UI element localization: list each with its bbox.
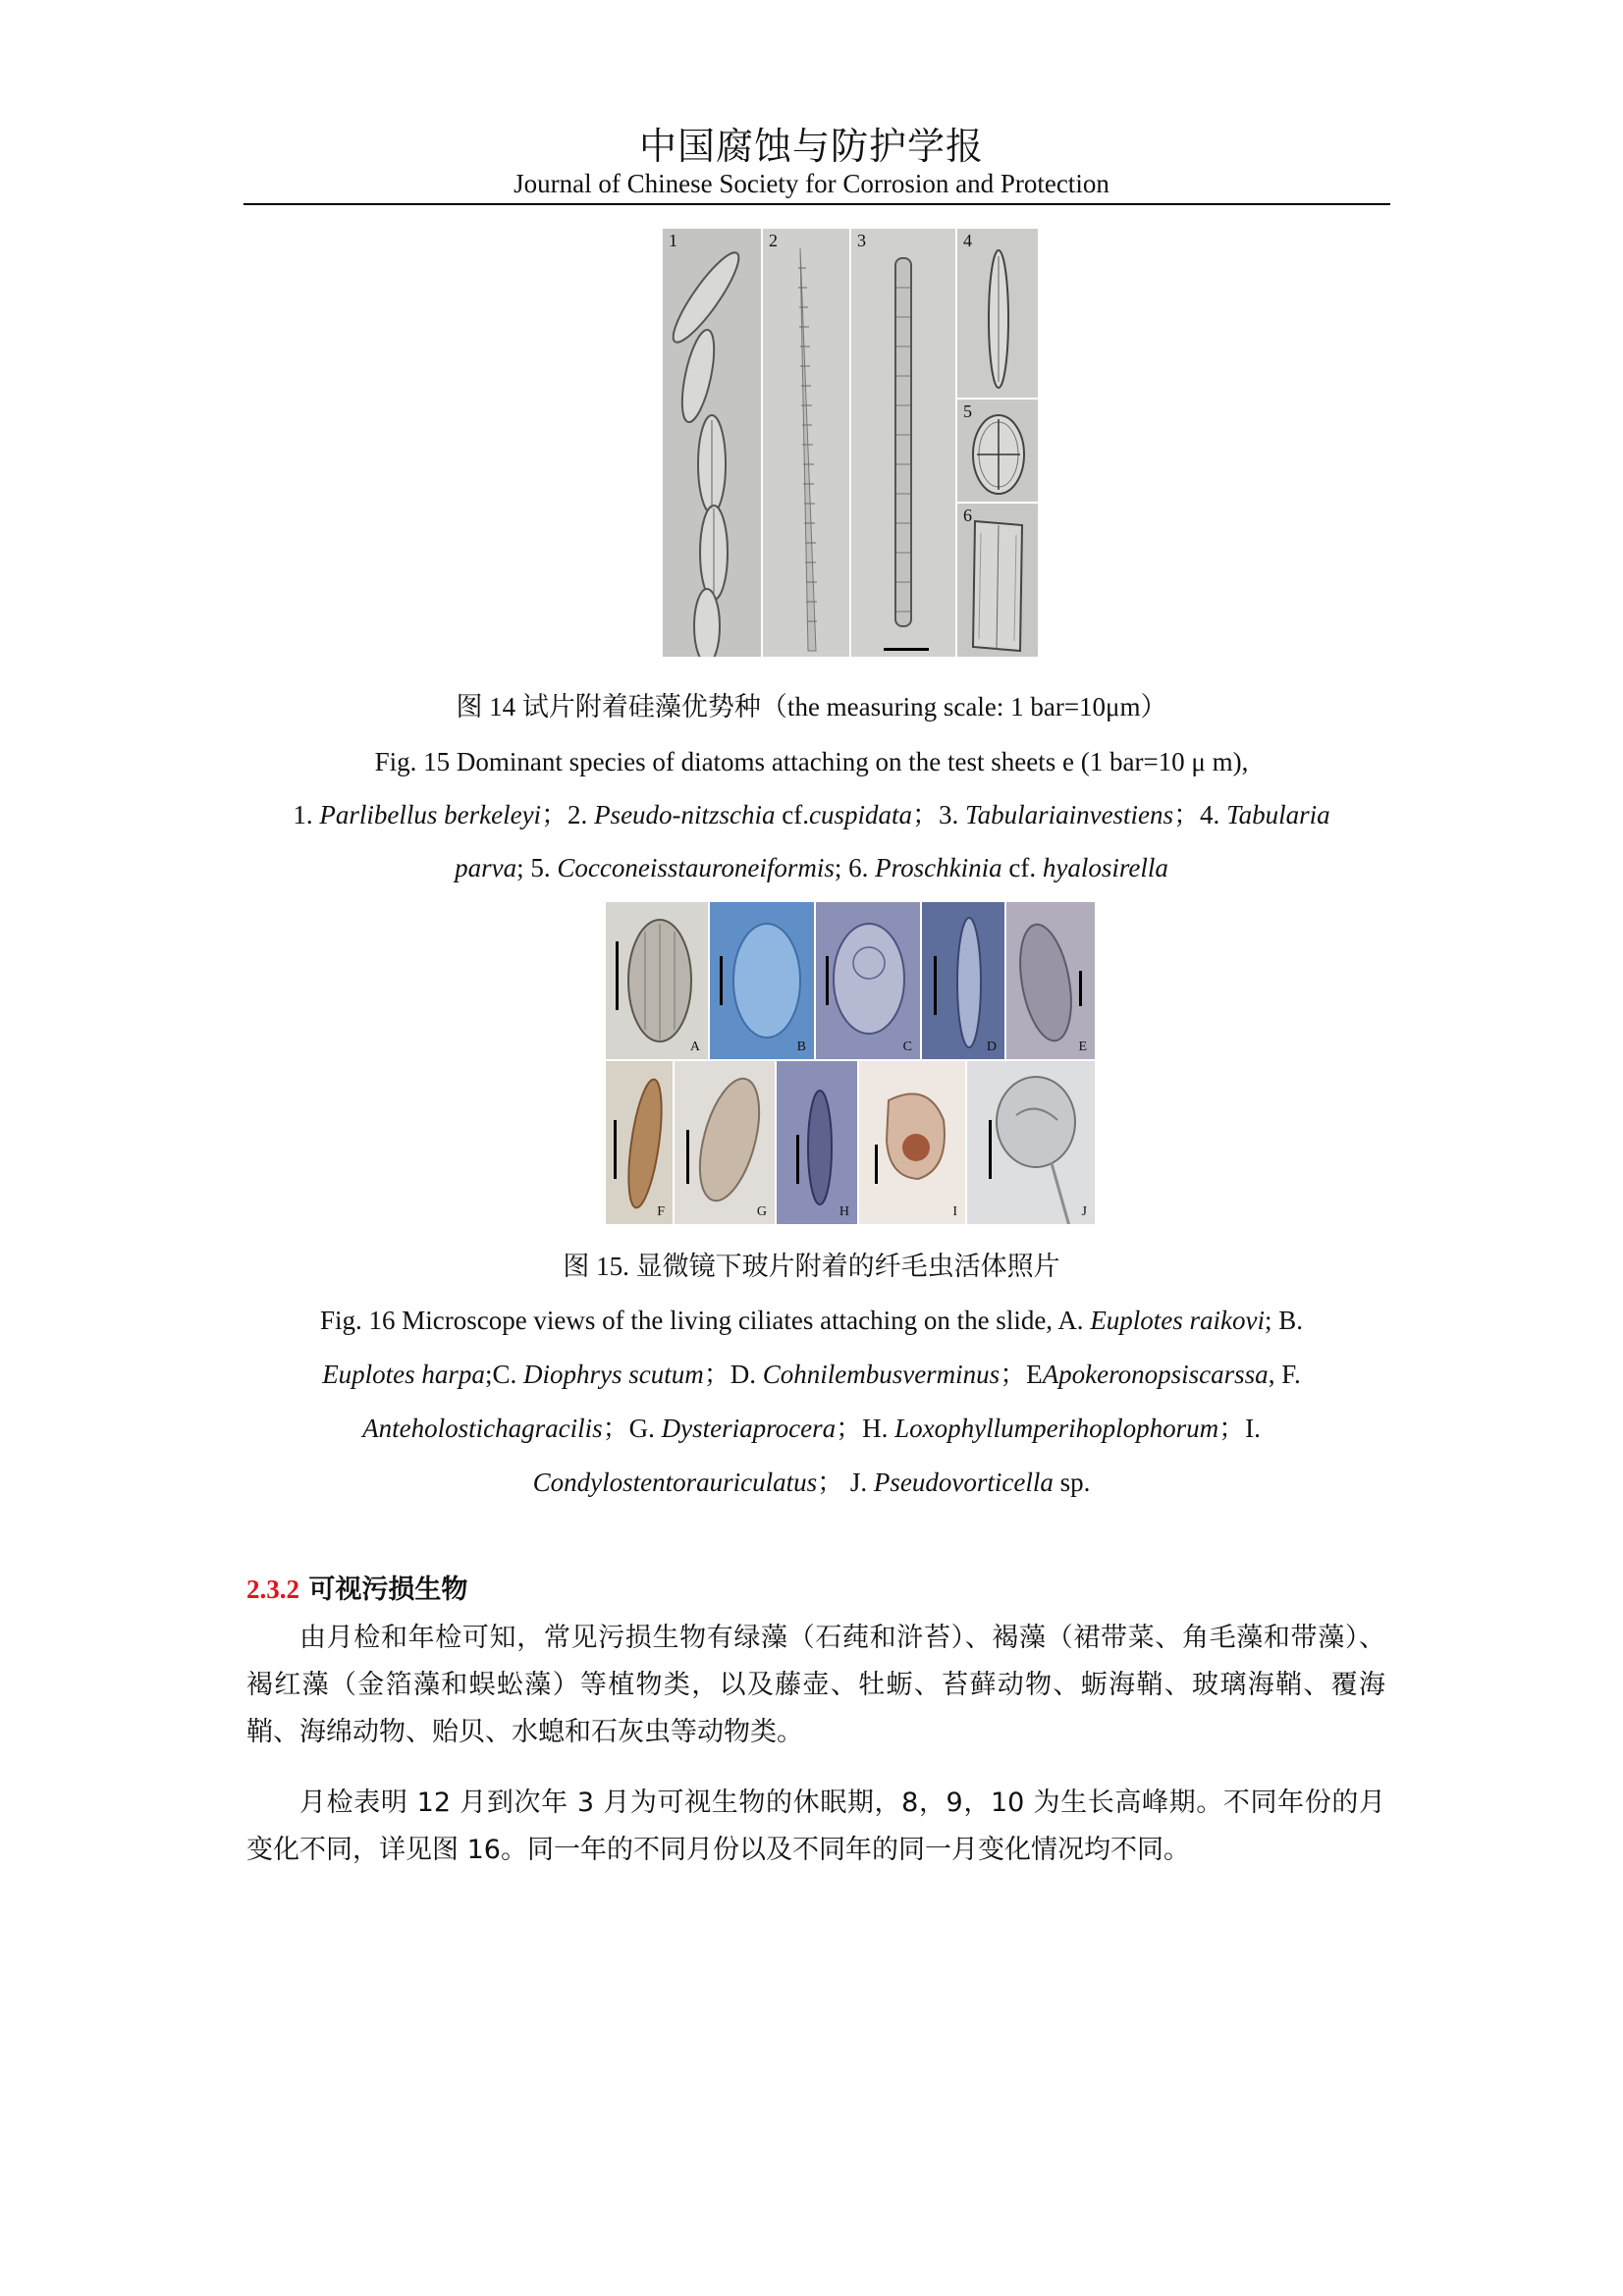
caption-text: ;C. [484, 1360, 523, 1389]
panel-label: J [1081, 1204, 1087, 1219]
ciliate-panel-f [605, 1060, 674, 1225]
panel-label: C [902, 1040, 912, 1054]
figure-14-species-line-2 [0, 848, 1623, 887]
species-number: ; 6. [834, 853, 876, 882]
diatom-needle-image [763, 229, 850, 658]
ciliate-panel-h [776, 1060, 858, 1225]
section-title: 可视污损生物 [299, 1575, 468, 1605]
species-name: Cocconeisstauroneiformis [557, 853, 835, 882]
panel-label: I [952, 1204, 957, 1219]
diatom-panel-4 [956, 228, 1039, 399]
species-number: ；2. [541, 800, 595, 829]
caption-text: ；I. [1218, 1414, 1261, 1443]
figure-15-caption-en-line-4 [0, 1463, 1623, 1502]
caption-text: Fig. 16 Microscope views of the living ciliates attaching on the slide, A. [319, 1306, 1091, 1335]
species-name: Loxophyllumperihoplophorum [894, 1414, 1219, 1443]
figure-15-caption-en-line-3 [0, 1409, 1623, 1448]
ciliate-panel-e [1005, 901, 1096, 1060]
caption-text: ；D. [703, 1360, 763, 1389]
caption-text: sp. [1053, 1468, 1091, 1497]
ciliate-panel-j [966, 1060, 1096, 1225]
caption-text: , F. [1268, 1360, 1301, 1389]
species-number: ; 5. [516, 853, 558, 882]
species-name: Proschkinia [875, 853, 1002, 882]
ciliate-image [967, 1061, 1096, 1225]
species-qualifier: cf. [1001, 853, 1043, 882]
ciliate-image [710, 902, 815, 1060]
panel-label: 4 [963, 231, 972, 250]
species-name: Condylostentorauriculatus [532, 1468, 818, 1497]
species-name: Apokeronopsiscarssa [1042, 1360, 1269, 1389]
caption-text: ；H. [836, 1414, 895, 1443]
species-name: Pseudo-nitzschia [594, 800, 776, 829]
panel-label: 6 [963, 506, 972, 525]
panel-label: 5 [963, 401, 972, 421]
scale-bar [826, 956, 829, 1005]
ciliate-panel-d [921, 901, 1005, 1060]
ciliate-image [859, 1061, 966, 1225]
species-name: hyalosirella [1042, 853, 1168, 882]
figure-14-diatoms [662, 228, 1039, 658]
scale-bar [614, 1120, 617, 1179]
ciliate-panel-i [858, 1060, 966, 1225]
species-qualifier: cf. [775, 800, 810, 829]
panel-label: 3 [857, 231, 866, 250]
diatom-panel-5 [956, 399, 1039, 503]
panel-label: A [689, 1040, 700, 1054]
panel-label: 2 [769, 231, 778, 250]
ciliate-image [606, 902, 709, 1060]
scale-bar [989, 1120, 992, 1179]
ciliate-image [816, 902, 921, 1060]
scale-bar [1079, 971, 1082, 1006]
species-name: Parlibellus berkeleyi [319, 800, 542, 829]
figure-14-caption-en: Fig. 15 Dominant species of diatoms attaching on the test sheets e (1 bar=10 μ m), [374, 747, 1249, 776]
species-name: Tabularia [1226, 800, 1330, 829]
ciliate-image [777, 1061, 858, 1225]
diatom-lanceolate-image [957, 229, 1039, 399]
panel-label: 1 [669, 231, 677, 250]
scale-bar [616, 941, 619, 1010]
species-name: Dysteriaprocera [661, 1414, 837, 1443]
caption-text: ； J. [817, 1468, 874, 1497]
species-number: ；4. [1173, 800, 1227, 829]
species-name: parva [455, 853, 517, 882]
scale-bar [796, 1135, 799, 1184]
panel-label: E [1078, 1040, 1087, 1054]
ciliate-image [1006, 902, 1096, 1060]
figure-15-caption-en-line-2 [0, 1355, 1623, 1394]
figure-15-ciliates [605, 901, 1096, 1225]
figure-14-species-line-1 [0, 795, 1623, 834]
diatom-panel-2 [762, 228, 850, 658]
species-name: Diophrys scutum [522, 1360, 704, 1389]
journal-title-cn: 中国腐蚀与防护学报 [638, 125, 984, 168]
panel-label: B [796, 1040, 806, 1054]
panel-label: H [839, 1204, 849, 1219]
species-name: Anteholostichagracilis [362, 1414, 603, 1443]
diatom-chain-image [663, 229, 762, 658]
species-name: Pseudovorticella [873, 1468, 1054, 1497]
species-number: ；3. [912, 800, 966, 829]
figure-15-caption-en-line-1 [0, 1301, 1623, 1340]
species-name: Tabulariainvestiens [965, 800, 1174, 829]
ciliate-panel-c [815, 901, 921, 1060]
ciliate-image [675, 1061, 776, 1225]
diatom-panel-6 [956, 503, 1039, 658]
scale-bar [934, 956, 937, 1015]
species-name: cuspidata [809, 800, 913, 829]
section-number: 2.3.2 [246, 1575, 299, 1604]
species-name: Euplotes raikovi [1090, 1306, 1266, 1335]
panel-label: G [756, 1204, 767, 1219]
diatom-panel-3 [850, 228, 956, 658]
species-name: Euplotes harpa [322, 1360, 485, 1389]
section-heading [246, 1568, 467, 1606]
panel-label: D [986, 1040, 997, 1054]
panel-label: F [657, 1204, 665, 1219]
ciliate-panel-a [605, 901, 709, 1060]
diatom-rectangular-image [957, 504, 1039, 658]
diatom-rod-image [851, 229, 956, 658]
species-number: 1. [293, 800, 320, 829]
header-rule [243, 203, 1390, 205]
caption-text: ；G. [602, 1414, 662, 1443]
caption-text: ; B. [1265, 1306, 1304, 1335]
species-name: Cohnilembusverminus [762, 1360, 1001, 1389]
diatom-panel-1 [662, 228, 762, 658]
ciliate-panel-b [709, 901, 815, 1060]
journal-title-en: Journal of Chinese Society for Corrosion and Protection [514, 169, 1109, 198]
scale-bar [720, 956, 723, 1005]
body-paragraph-1: 由月检和年检可知，常见污损生物有绿藻（石莼和浒苔）、褐藻（裙带菜、角毛藻和带藻）、褐红藻（金箔藻和蜈蚣藻）等植物类，以及藤壶、牡蛎、苔藓动物、蛎海鞘、玻璃海鞘、覆海鞘、海绵动物、贻贝、水螅和石灰虫等动物类。 [246, 1623, 1385, 1747]
ciliate-panel-g [674, 1060, 776, 1225]
scale-bar [686, 1130, 689, 1184]
caption-text: ；E [1000, 1360, 1043, 1389]
scale-bar [875, 1145, 878, 1184]
body-paragraph-2: 月检表明 12 月到次年 3 月为可视生物的休眠期，8，9，10 为生长高峰期。不同年份的月变化不同，详见图 16。同一年的不同月份以及不同年的同一月变化情况均不同。 [246, 1788, 1385, 1865]
figure-14-caption-cn: 图 14 试片附着硅藻优势种（the measuring scale: 1 bar=10μm） [456, 692, 1167, 721]
figure-15-caption-cn: 图 15. 显微镜下玻片附着的纤毛虫活体照片 [563, 1252, 1060, 1281]
